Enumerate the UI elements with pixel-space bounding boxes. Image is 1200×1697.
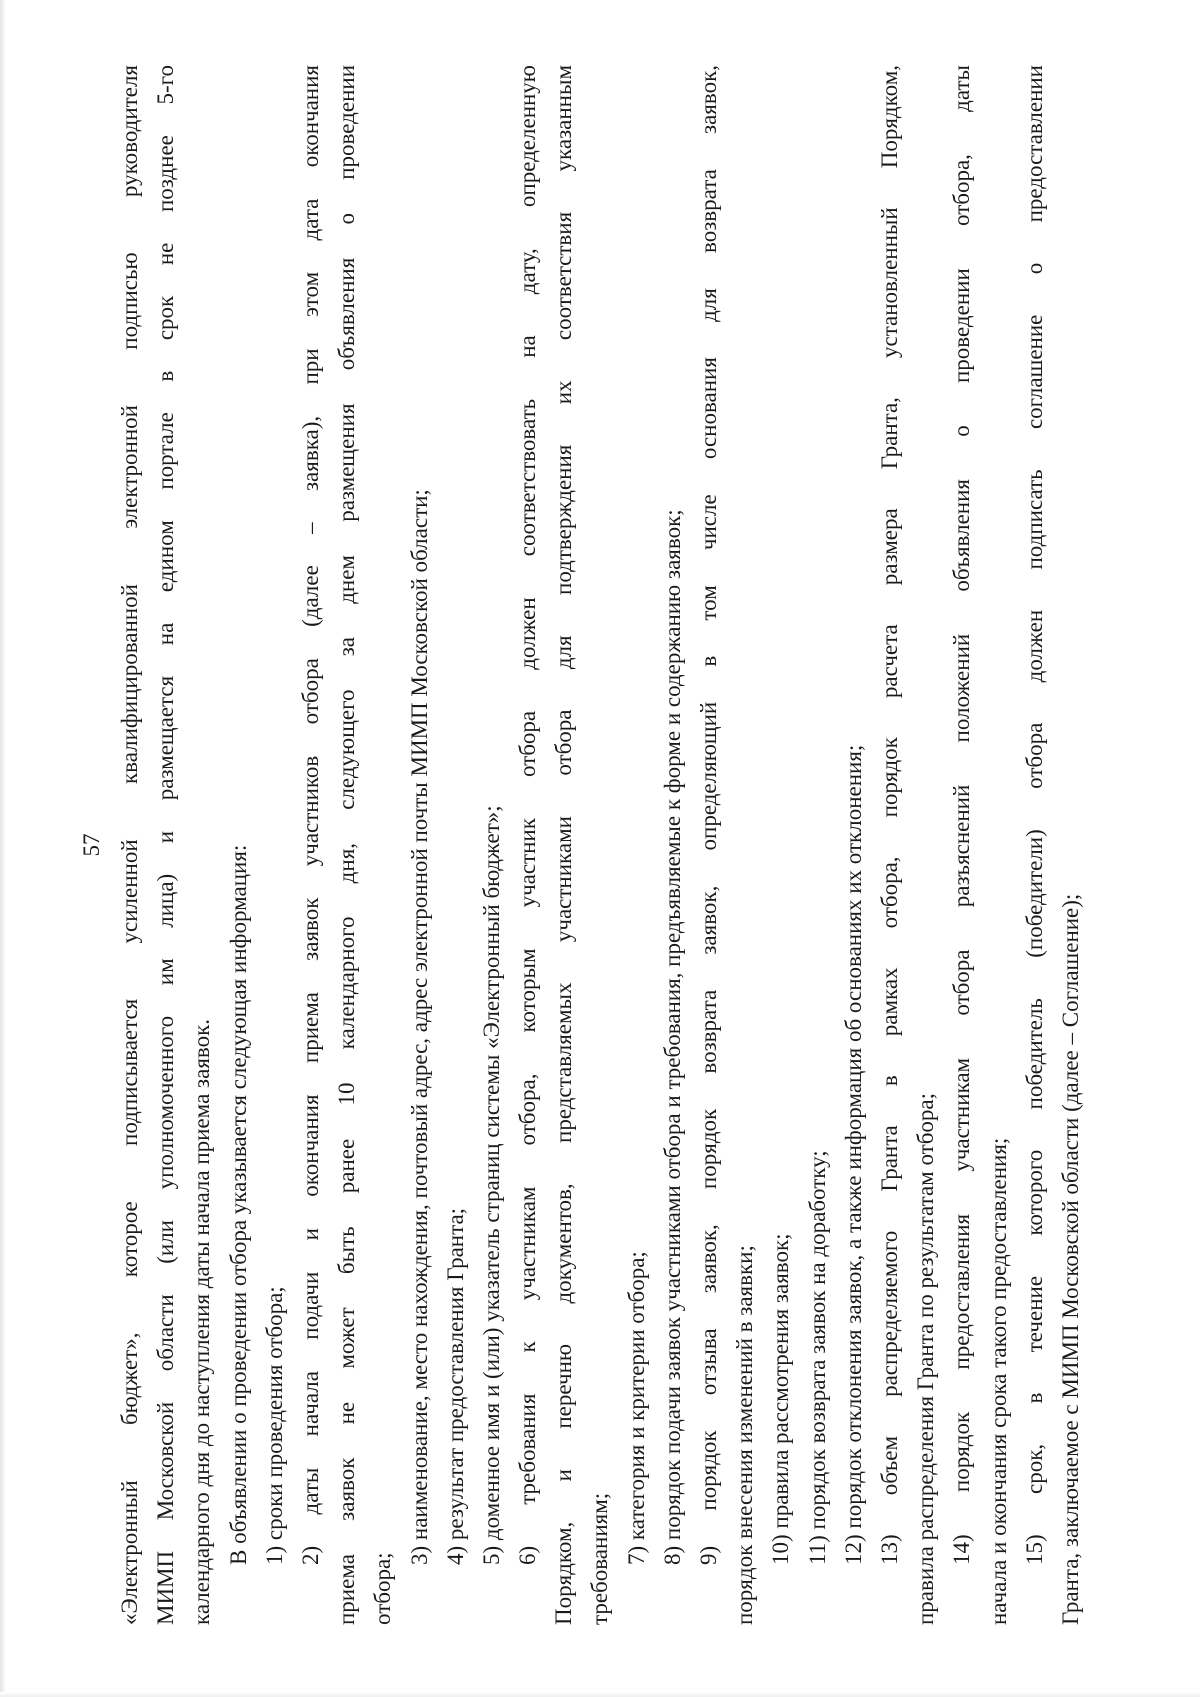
document-line: 4) результат предоставления Гранта; [442, 1207, 468, 1565]
scan-edge-bottom [0, 1692, 1200, 1697]
rotated-document-page [79, 65, 1122, 1625]
document-line: порядок внесения изменений в заявки; [732, 1245, 758, 1625]
document-line: 13) объем распределяемого Гранта в рамках отбора, порядок расчета размера Гранта, установленный Порядком, [876, 65, 902, 1565]
document-line: 7) категория и критерии отбора; [623, 1251, 649, 1565]
document-line: МИМП Московской области (или уполномоченного им лица) и размещается на едином портале в срок не позднее 5-го [153, 65, 179, 1625]
document-line: правила распределения Гранта по результатам отбора; [913, 1092, 939, 1625]
document-line: начала и окончания срока такого предоставления; [985, 1137, 1011, 1625]
document-line: В объявлении о проведении отбора указывается следующая информация: [225, 844, 251, 1565]
scan-edge-left [0, 0, 6, 1697]
document-line: 15) срок, в течение которого победитель (победители) отбора должен подписать соглашение о предоставлении [1021, 65, 1047, 1565]
document-line: 14) порядок предоставления участникам отбора разъяснений положений объявления о проведении отбора, даты [949, 65, 975, 1565]
document-line: 3) наименование, место нахождения, почтовый адрес, адрес электронной почты МИМП Московской области; [406, 489, 432, 1565]
document-line: календарного дня до наступления даты начала приема заявок. [189, 1018, 215, 1625]
document-line: 6) требования к участникам отбора, которым участник отбора должен соответствовать на дату, определенную [515, 65, 541, 1565]
document-line: 11) порядок возврата заявок на доработку; [804, 1150, 830, 1565]
document-line: 12) порядок отклонения заявок, а также информация об основаниях их отклонения; [840, 744, 866, 1565]
document-line: 8) порядок подачи заявок участниками отбора и требования, предъявляемые к форме и содержанию заявок; [659, 509, 685, 1565]
document-line: приема заявок не может быть ранее 10 календарного дня, следующего за днем размещения объявления о проведении [334, 65, 360, 1625]
document-line: 1) сроки проведения отбора; [261, 1286, 287, 1565]
document-line: 10) правила рассмотрения заявок; [768, 1233, 794, 1565]
document-line: 2) даты начала подачи и окончания приема заявок участников отбора (далее – заявка), при этом дата окончания [297, 65, 323, 1565]
document-body [112, 65, 1089, 1625]
document-line: требованиям; [587, 1492, 613, 1625]
document-line: Гранта, заключаемое с МИМП Московской области (далее – Соглашение); [1057, 893, 1083, 1625]
document-line: отбора; [370, 1552, 396, 1625]
document-line: Порядком, и перечню документов, представляемых участниками отбора для подтверждения их соответствия указанным [551, 65, 577, 1625]
document-line: 5) доменное имя и (или) указатель страниц системы «Электронный бюджет»; [478, 805, 504, 1565]
page-number: 57 [79, 833, 104, 857]
document-line: 9) порядок отзыва заявок, порядок возврата заявок, определяющий в том числе основания для возврата заявок, [696, 65, 721, 1565]
document-line: «Электронный бюджет», которое подписывается усиленной квалифицированной электронной подписью руководителя [117, 65, 142, 1625]
